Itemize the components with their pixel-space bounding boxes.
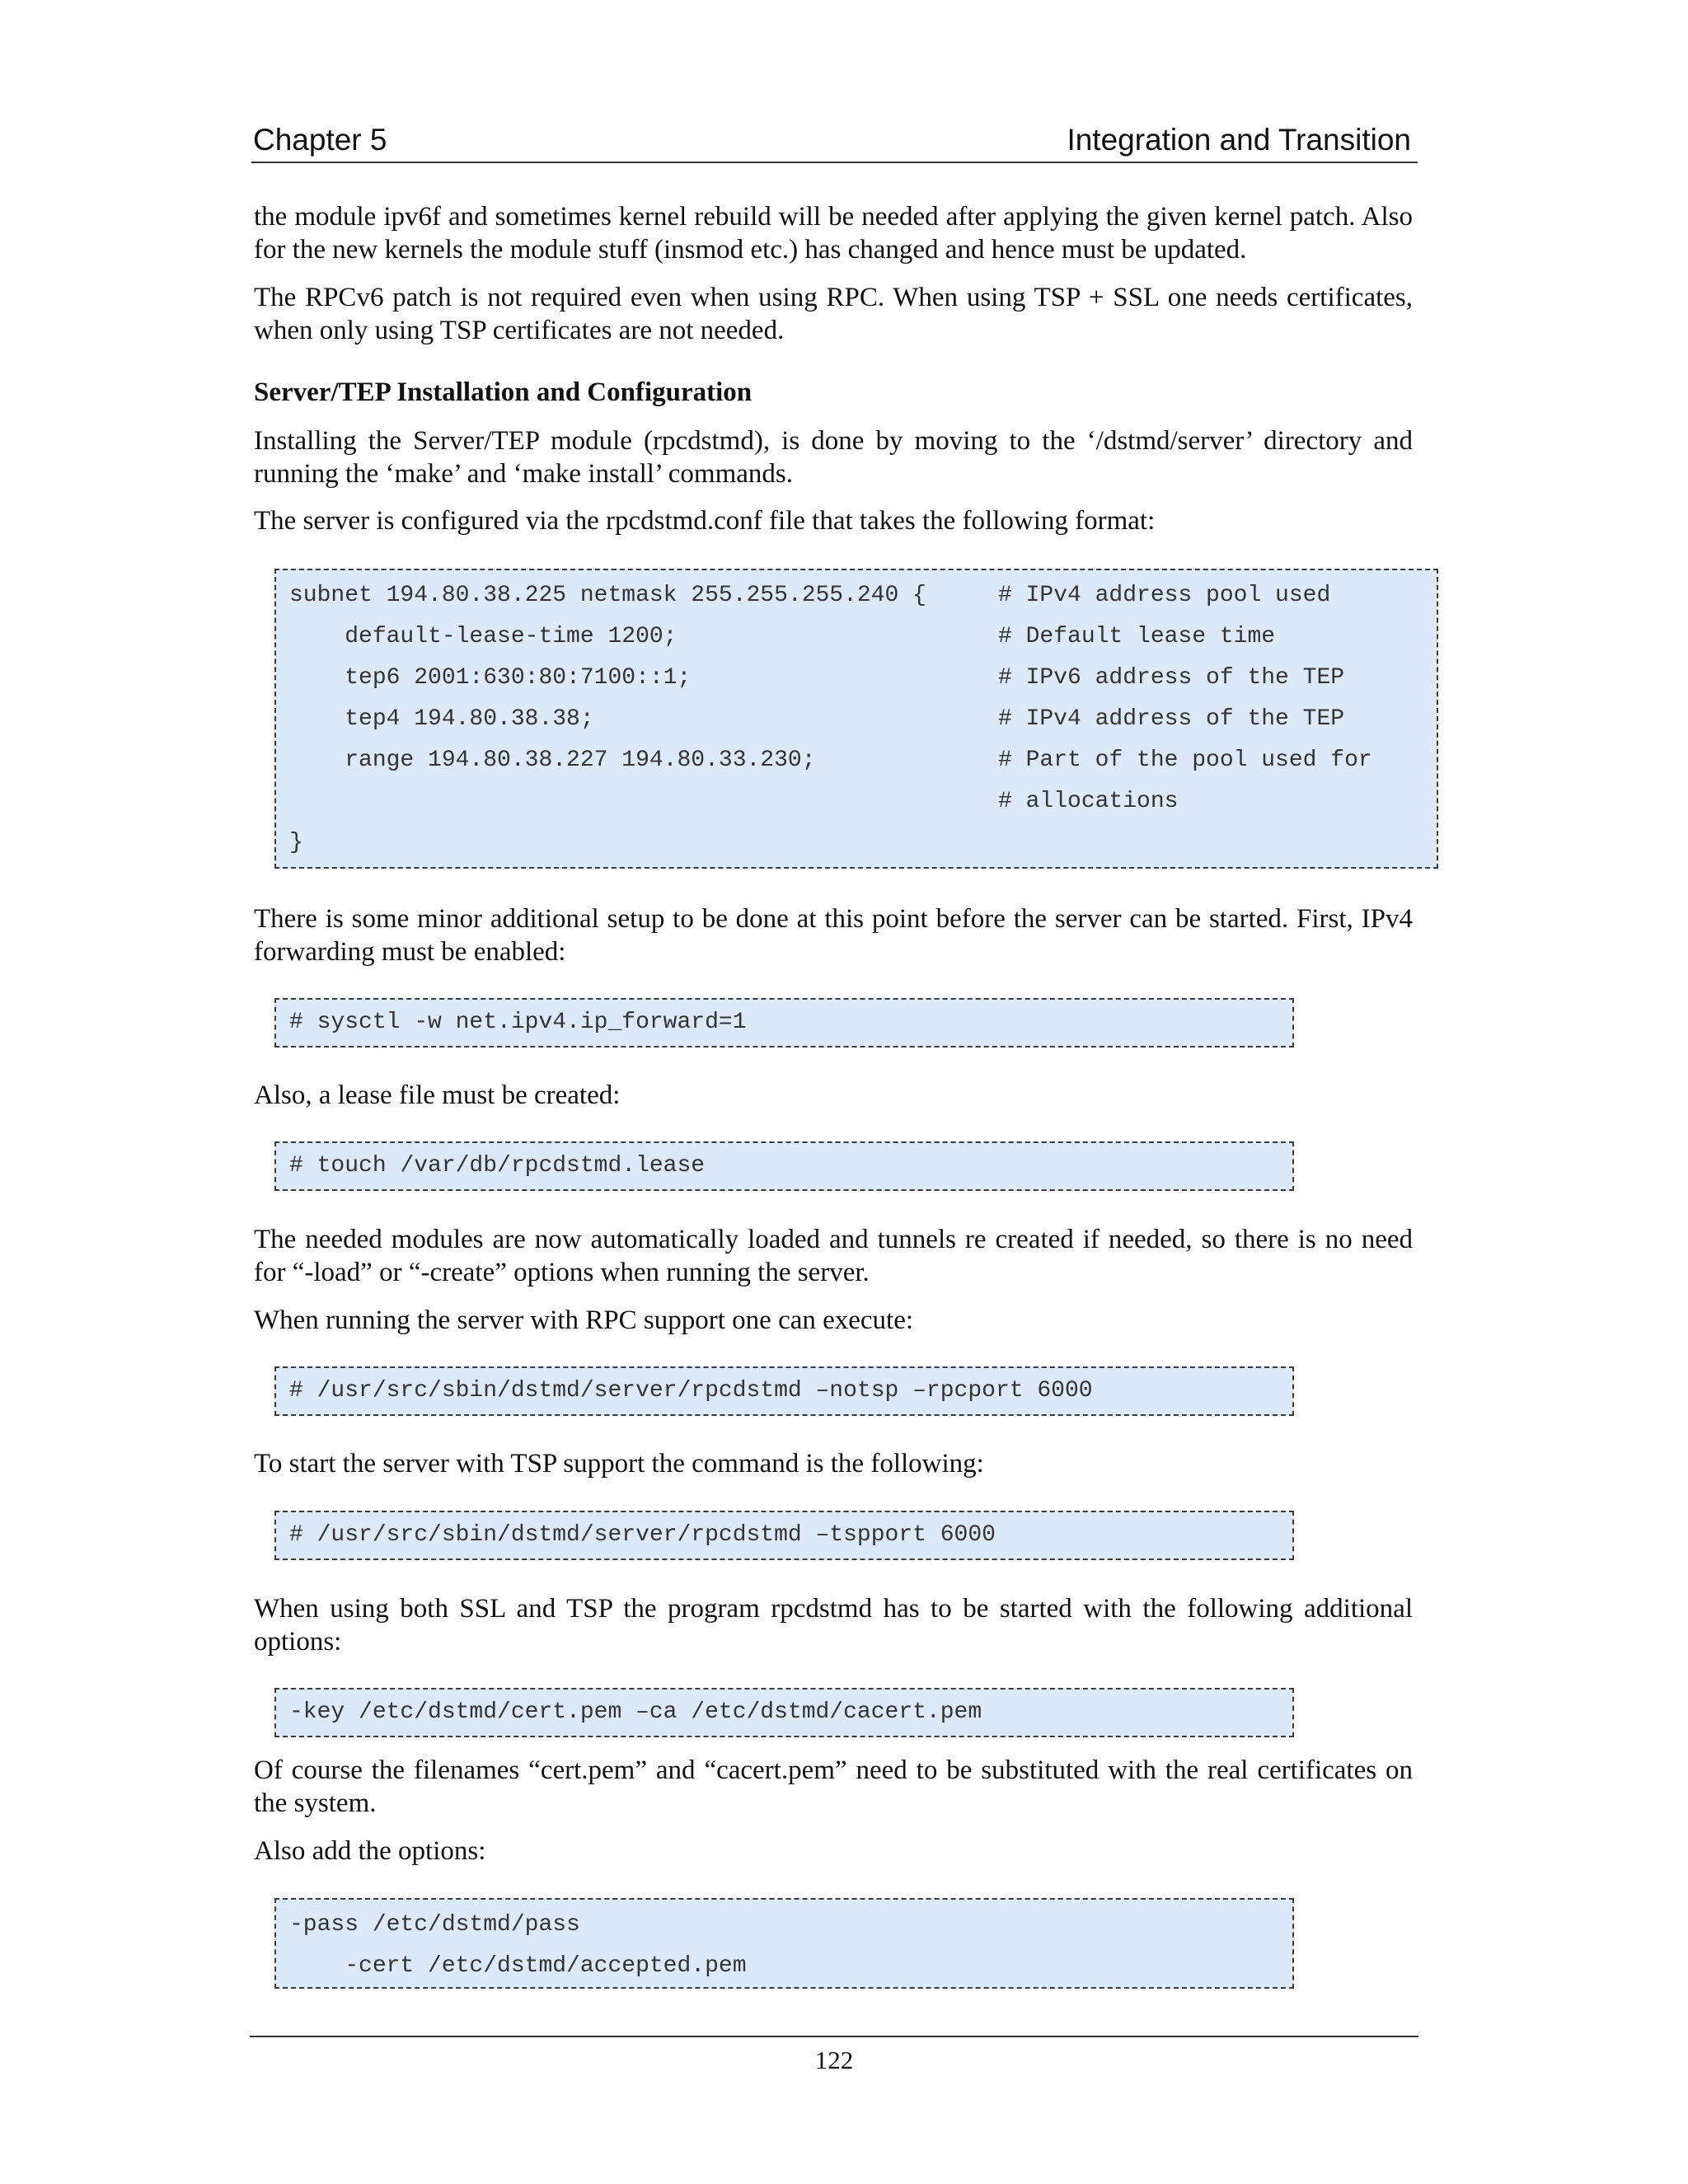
command-line: -cert /etc/dstmd/accepted.pem: [289, 1953, 747, 1979]
chapter-label: Chapter 5: [253, 123, 387, 157]
paragraph-lease-file: Also, a lease file must be created:: [254, 1080, 621, 1110]
sysctl-command-block: [274, 998, 1294, 1047]
command-line: # sysctl -w net.ipv4.ip_forward=1: [289, 1010, 747, 1035]
paragraph-config-format: The server is configured via the rpcdstmd.conf file that takes the following format:: [254, 506, 1156, 536]
command-line: -pass /etc/dstmd/pass: [289, 1912, 580, 1938]
page-footer: [250, 2036, 1418, 2074]
paragraph-rpc-support: When running the server with RPC support one can execute:: [254, 1305, 914, 1335]
touch-command-block: [274, 1141, 1294, 1191]
command-line: # /usr/src/sbin/dstmd/server/rpcdstmd –notsp –rpcport 6000: [289, 1378, 1093, 1404]
paragraph-modules: The needed modules are now automatically loaded and tunnels re created if needed, so there is no need for “-load” or “-create” options when running the server.: [254, 1225, 1413, 1287]
config-line: }: [289, 830, 303, 855]
paragraph-filenames: Of course the filenames “cert.pem” and “cacert.pem” need to be substituted with the real certificates on the system.: [254, 1755, 1413, 1818]
page-number: 122: [814, 2046, 854, 2074]
config-comment: # IPv6 address of the TEP: [998, 665, 1345, 691]
chapter-title: Integration and Transition: [1067, 123, 1411, 157]
config-comment: # Part of the pool used for: [998, 748, 1372, 773]
config-comment: # allocations: [998, 789, 1179, 814]
paragraph-rpcv6: The RPCv6 patch is not required even when using RPC. When using TSP + SSL one needs certificates, when only using TSP certificates are not needed.: [254, 283, 1413, 345]
pass-options-block: [274, 1898, 1294, 1989]
command-line: -key /etc/dstmd/cert.pem –ca /etc/dstmd/cacert.pem: [289, 1699, 982, 1725]
paragraph-kernel-patch: the module ipv6f and sometimes kernel rebuild will be needed after applying the given kernel patch. Also for the new kernels the module stuff (insmod etc.) has changed and hence must be updated.: [254, 202, 1413, 265]
section-heading: Server/TEP Installation and Configuration: [254, 377, 753, 407]
command-line: # touch /var/db/rpcdstmd.lease: [289, 1153, 706, 1179]
tsp-command-block: [274, 1511, 1294, 1560]
config-line: range 194.80.38.227 194.80.33.230;: [289, 748, 816, 773]
config-comment: # IPv4 address pool used: [998, 583, 1331, 608]
config-line: tep6 2001:630:80:7100::1;: [289, 665, 692, 691]
rpc-command-block: [274, 1366, 1294, 1416]
paragraph-ssl-tsp: When using both SSL and TSP the program rpcdstmd has to be started with the following additional options:: [254, 1594, 1413, 1657]
paragraph-minor-setup: There is some minor additional setup to be done at this point before the server can be started. First, IPv4 forwarding must be enabled:: [254, 904, 1413, 967]
ssl-options-block: [274, 1688, 1294, 1737]
config-comment: # IPv4 address of the TEP: [998, 706, 1345, 732]
paragraph-tsp-support: To start the server with TSP support the command is the following:: [254, 1449, 984, 1479]
page-header: [251, 122, 1418, 163]
paragraph-install: Installing the Server/TEP module (rpcdstmd), is done by moving to the ‘/dstmd/server’ directory and running the ‘make’ and ‘make install’ commands.: [254, 426, 1413, 489]
paragraph-add-options: Also add the options:: [254, 1836, 486, 1866]
config-line: default-lease-time 1200;: [289, 624, 678, 649]
config-comment: # Default lease time: [998, 624, 1276, 649]
config-code-block: [274, 569, 1438, 869]
config-line: tep4 194.80.38.38;: [289, 706, 594, 732]
config-line: subnet 194.80.38.225 netmask 255.255.255.240 {: [289, 583, 926, 608]
command-line: # /usr/src/sbin/dstmd/server/rpcdstmd –tspport 6000: [289, 1522, 996, 1548]
